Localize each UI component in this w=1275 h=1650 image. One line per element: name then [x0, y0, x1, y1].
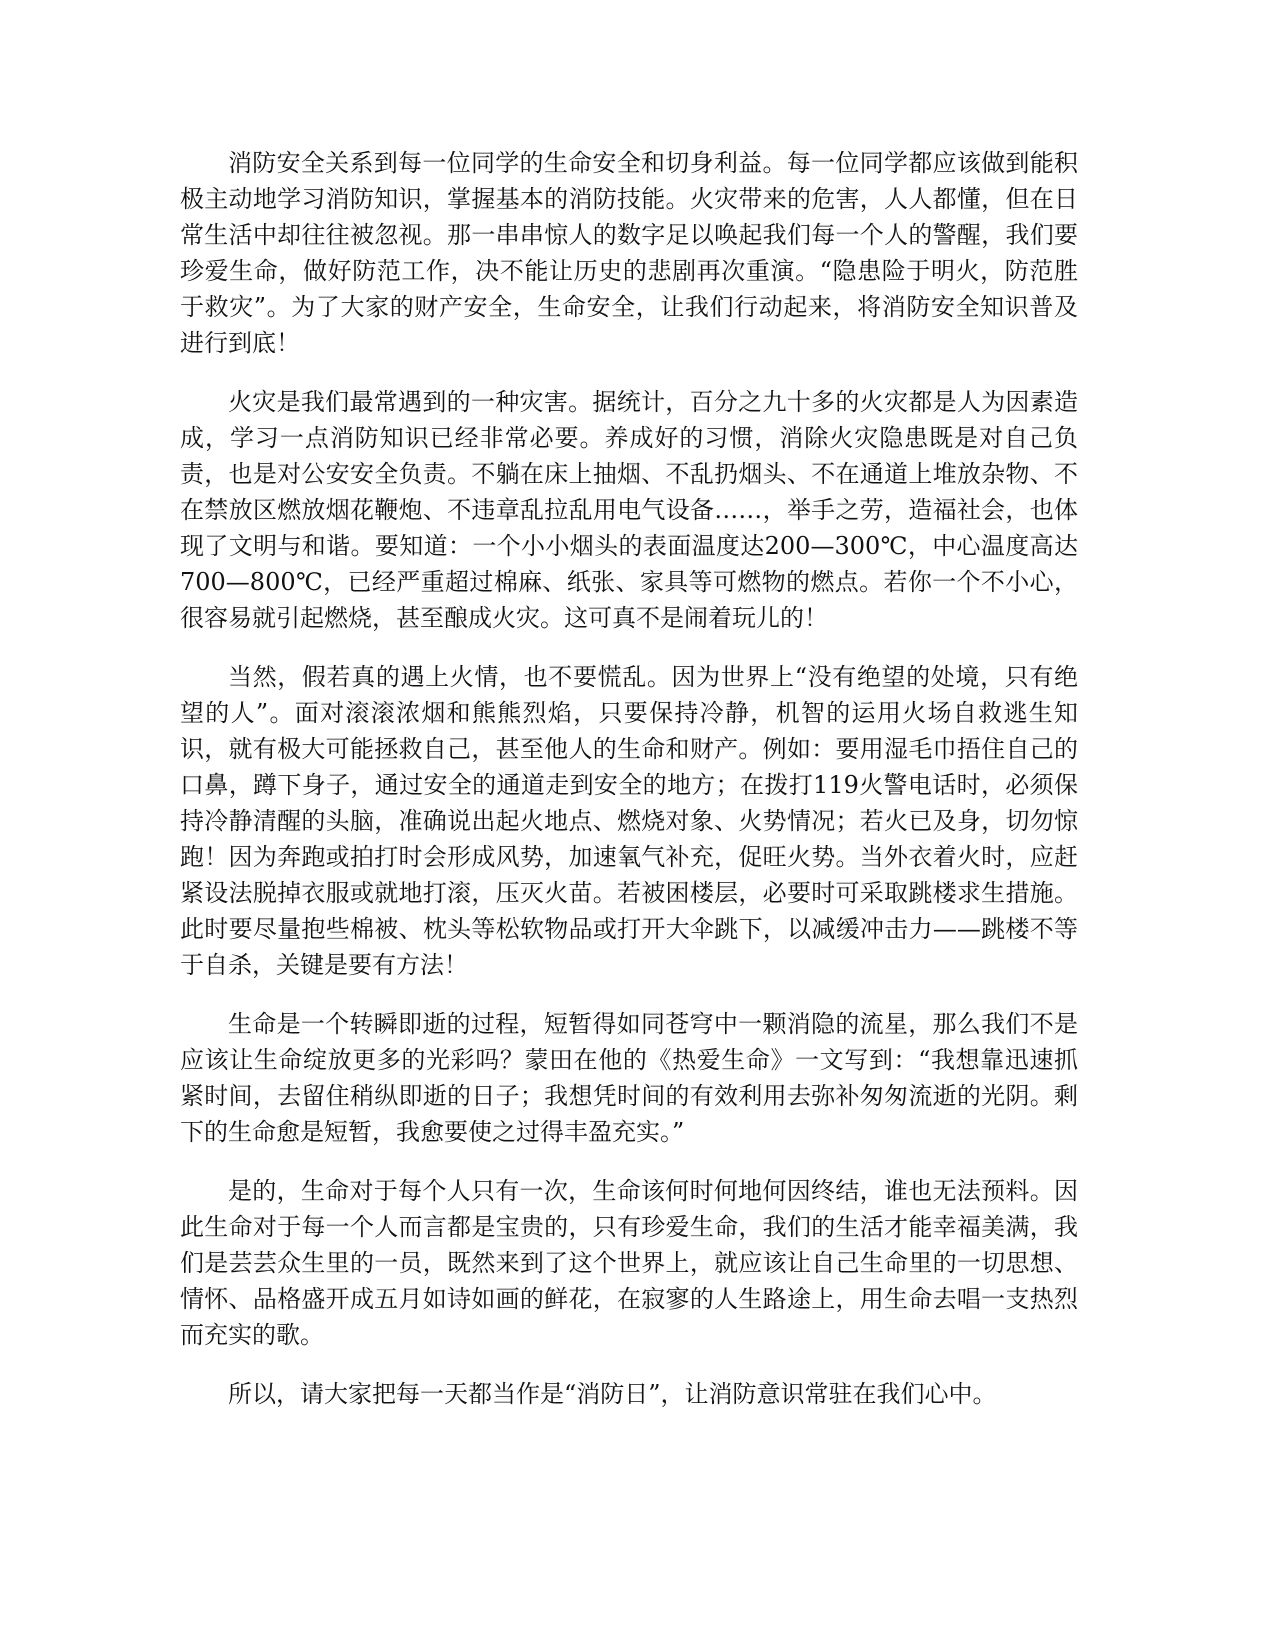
paragraph-3: 当然，假若真的遇上火情，也不要慌乱。因为世界上“没有绝望的处境，只有绝望的人”。面对滚滚浓烟和熊熊烈焰，只要保持冷静，机智的运用火场自救逃生知识，就有极大可能拯救自己，甚至他人的生命和财产。例如：要用湿毛巾捂住自己的口鼻，蹲下身子，通过安全的通道走到安全的地方；在拨打119火警电话时，必须保持冷静清醒的头脑，准确说出起火地点、燃烧对象、火势情况；若火已及身，切勿惊跑！因为奔跑或拍打时会形成风势，加速氧气补充，促旺火势。当外衣着火时，应赶紧设法脱掉衣服或就地打滚，压灭火苗。若被困楼层，必要时可采取跳楼求生措施。此时要尽量抱些棉被、枕头等松软物品或打开大伞跳下，以减缓冲击力——跳楼不等于自杀，关键是要有方法！ — [180, 663, 1078, 979]
document-body — [180, 145, 1078, 1435]
paragraph-5: 是的，生命对于每个人只有一次，生命该何时何地何因终结，谁也无法预料。因此生命对于每一个人而言都是宝贵的，只有珍爱生命，我们的生活才能幸福美满，我们是芸芸众生里的一员，既然来到了这个世界上，就应该让自己生命里的一切思想、情怀、品格盛开成五月如诗如画的鲜花，在寂寥的人生路途上，用生命去唱一支热烈而充实的歌。 — [180, 1177, 1078, 1349]
paragraph-1: 消防安全关系到每一位同学的生命安全和切身利益。每一位同学都应该做到能积极主动地学习消防知识，掌握基本的消防技能。火灾带来的危害，人人都懂，但在日常生活中却往往被忽视。那一串串惊人的数字足以唤起我们每一个人的警醒，我们要珍爱生命，做好防范工作，决不能让历史的悲剧再次重演。“隐患险于明火，防范胜于救灾”。为了大家的财产安全，生命安全，让我们行动起来，将消防安全知识普及进行到底！ — [180, 149, 1078, 357]
paragraph-4: 生命是一个转瞬即逝的过程，短暂得如同苍穹中一颗消隐的流星，那么我们不是应该让生命绽放更多的光彩吗？蒙田在他的《热爱生命》一文写到：“我想靠迅速抓紧时间，去留住稍纵即逝的日子；我想凭时间的有效利用去弥补匆匆流逝的光阴。剩下的生命愈是短暂，我愈要使之过得丰盈充实。” — [180, 1010, 1078, 1146]
paragraph-6: 所以，请大家把每一天都当作是“消防日”，让消防意识常驻在我们心中。 — [228, 1380, 997, 1408]
paragraph-2: 火灾是我们最常遇到的一种灾害。据统计，百分之九十多的火灾都是人为因素造成，学习一点消防知识已经非常必要。养成好的习惯，消除火灾隐患既是对自己负责，也是对公安安全负责。不躺在床上抽烟、不乱扔烟头、不在通道上堆放杂物、不在禁放区燃放烟花鞭炮、不违章乱拉乱用电气设备……，举手之劳，造福社会，也体现了文明与和谐。要知道：一个小小烟头的表面温度达200—300℃，中心温度高达700—800℃，已经严重超过棉麻、纸张、家具等可燃物的燃点。若你一个不小心，很容易就引起燃烧，甚至酿成火灾。这可真不是闹着玩儿的！ — [180, 388, 1078, 632]
